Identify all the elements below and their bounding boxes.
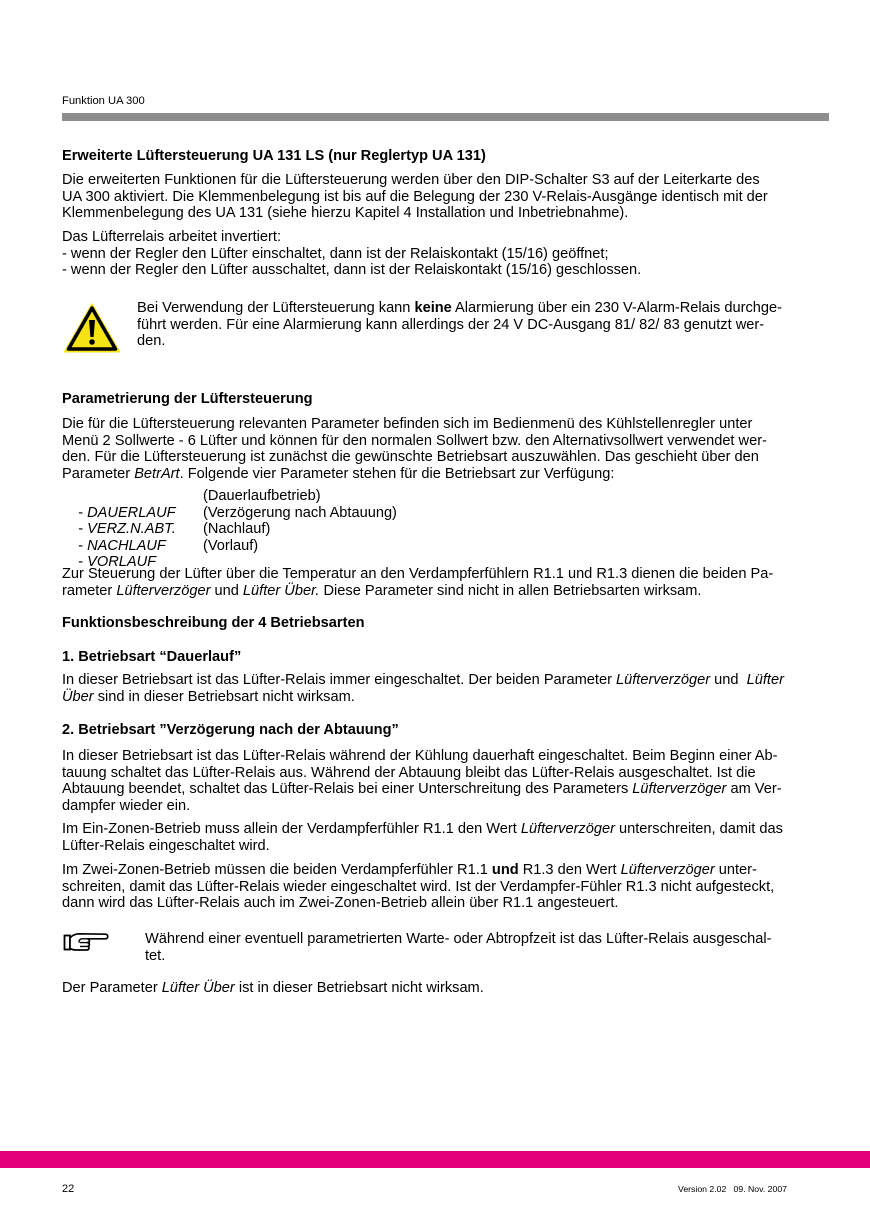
italic-term: Lüfterverzöger [620,862,715,878]
pointing-hand-icon [63,931,109,953]
paragraph-relais [62,229,641,279]
text-segment: Im Zwei-Zonen-Betrieb müssen die beiden Verdampferfühler R1.1 [62,862,492,878]
text-line: tet. [145,947,166,964]
section-heading: Funktionsbeschreibung der 4 Betriebsarten [62,615,365,631]
version-date: Version 2.02 09. Nov. 2007 [678,1184,787,1194]
italic-term: Lüfter Über [161,980,235,996]
text-segment: In dieser Betriebsart ist das Lüfter-Relais immer eingeschaltet. Der beiden Parameter [62,672,616,688]
text-line: Zur Steuerung der Lüfter über die Temperatur an den Verdampferfühlern R1.1 und R1.3 dienen die beiden Pa- [62,566,774,582]
text-line [62,466,767,483]
note-text [145,931,771,964]
section-heading: Parametrierung der Lüftersteuerung [62,391,313,407]
italic-term: Lüfterverzöger [116,582,211,599]
betriebsarten-list [62,488,397,571]
italic-term: Über [62,688,94,705]
betriebsart-description: (Nachlauf) [203,521,271,538]
text-line: - wenn der Regler den Lüfter ausschaltet, dann ist der Relaiskontakt (15/16) geschlossen. [62,262,642,279]
list-dash: - [78,554,88,571]
text-line: Die erweiterten Funktionen für die Lüftersteuerung werden über den DIP-Schalter S3 auf der Leiterkarte des [62,172,760,188]
italic-term: Lüfter [746,672,784,688]
paragraph-verzoegerung [62,748,782,814]
text-line: Lüfter-Relais eingeschaltet wird. [62,837,270,854]
betriebsart-name: NACHLAUF [87,537,166,554]
text-segment: rameter [62,582,117,599]
text-segment: Im Ein-Zonen-Betrieb muss allein der Verdampferfühler R1.1 den Wert [62,821,521,837]
text-segment: Bei Verwendung der Lüftersteuerung kann [137,300,415,316]
betriebsart-description: (Vorlauf) [203,537,259,554]
list-dash: - [78,504,88,521]
warning-icon [64,303,120,353]
text-line: Das Lüfterrelais arbeitet invertiert: [62,229,281,245]
text-segment: und [710,672,747,688]
text-line [137,300,782,317]
subsection-heading: 2. Betriebsart ”Verzögerung nach der Abtauung” [62,722,399,738]
text-line: tauung schaltet das Lüfter-Relais aus. Während der Abtauung bleibt das Lüfter-Relais ausgeschaltet. Ist die [62,764,756,781]
text-segment: Abtauung beendet, schaltet das Lüfter-Relais bei einer Unterschreitung des Parameters [62,781,633,798]
text-line [62,821,783,838]
subsection-heading: 1. Betriebsart “Dauerlauf” [62,649,242,665]
text-segment: am Ver- [726,781,782,798]
list-item [62,537,259,571]
italic-term: Lüfterverzöger [616,672,711,688]
paragraph-ein-zonen [62,821,783,854]
text-line: Die für die Lüftersteuerung relevanten Parameter befinden sich im Bedienmenü des Kühlstellenregler unter [62,416,753,432]
paragraph-intro [62,172,768,222]
text-segment: ist in dieser Betriebsart nicht wirksam. [234,980,484,996]
text-line: schreiten, damit das Lüfter-Relais wieder eingeschaltet wird. Ist der Verdampfer-Fühler R1.3 nicht aufgesteckt, [62,878,775,895]
italic-term: Lüfterverzöger [632,781,727,798]
text-segment: und [210,582,243,599]
italic-term: BetrArt [134,465,180,482]
paragraph-zwei-zonen [62,862,774,912]
list-dash: - [78,521,88,538]
paragraph-schluss [62,980,484,997]
text-line: - wenn der Regler den Lüfter einschaltet, dann ist der Relaiskontakt (15/16) geöffnet; [62,245,609,262]
section-heading: Erweiterte Lüftersteuerung UA 131 LS (nur Reglertyp UA 131) [62,148,486,164]
betriebsart-name: VERZ.N.ABT. [87,521,176,538]
text-line: führt werden. Für eine Alarmierung kann allerdings der 24 V DC-Ausgang 81/ 82/ 83 genutzt wer- [137,316,765,333]
header-rule [62,113,829,121]
text-segment: sind in dieser Betriebsart nicht wirksam. [93,688,355,705]
text-segment: unter- [714,862,757,878]
text-segment: unterschreiten, damit das [614,821,783,837]
text-line: In dieser Betriebsart ist das Lüfter-Relais während der Kühlung dauerhaft eingeschaltet. Beim Beginn einer Ab- [62,748,778,764]
text-segment: R1.3 den Wert [518,862,621,878]
text-segment: Parameter [62,465,135,482]
paragraph-steuerung [62,566,773,599]
text-line: dann wird das Lüfter-Relais auch im Zwei-Zonen-Betrieb allein über R1.1 angesteuert. [62,895,619,912]
text-line [62,862,774,879]
text-segment: Diese Parameter sind nicht in allen Betriebsarten wirksam. [319,582,702,599]
text-segment: Alarmierung über ein 230 V-Alarm-Relais durchge- [451,300,782,316]
betriebsart-name: DAUERLAUF [87,504,176,521]
list-dash: - [78,537,88,554]
betriebsart-description: (Dauerlaufbetrieb) [203,488,321,504]
bold-emphasis: keine [414,300,452,316]
warning-text [137,300,782,350]
text-line: Menü 2 Sollwerte - 6 Lüfter und können für den normalen Sollwert bzw. den Alternativsollwert verwendet wer- [62,432,767,449]
text-segment: Der Parameter [62,980,162,996]
text-line: Während einer eventuell parametrierten Warte- oder Abtropfzeit ist das Lüfter-Relais ausgeschal- [145,931,772,947]
paragraph-dauerlauf [62,672,784,705]
italic-term: Lüfter Über. [242,582,320,599]
text-line [62,672,784,689]
text-segment: . Folgende vier Parameter stehen für die Betriebsart zur Verfügung: [179,465,615,482]
text-line: Klemmenbelegung des UA 131 (siehe hierzu Kapitel 4 Installation und Inbetriebnahme). [62,205,629,222]
text-line: den. [137,333,166,350]
italic-term: Lüfterverzöger [520,821,615,837]
text-line: den. Für die Lüftersteuerung ist zunächst die gewünschte Betriebsart auszuwählen. Das geschieht über den [62,449,759,466]
text-line [62,689,784,706]
page-number: 22 [62,1183,75,1195]
text-line: dampfer wieder ein. [62,797,191,814]
betriebsart-name: VORLAUF [87,554,157,571]
footer-bar [0,1151,870,1168]
running-head: Funktion UA 300 [62,95,145,107]
bold-emphasis: und [491,862,519,878]
betriebsart-description: (Verzögerung nach Abtauung) [203,504,397,521]
paragraph-parametrierung [62,416,767,482]
text-line: UA 300 aktiviert. Die Klemmenbelegung ist bis auf die Belegung der 230 V-Relais-Ausgänge identisch mit der [62,188,768,205]
text-line [62,583,773,600]
text-line [62,781,782,798]
text-line [62,980,484,997]
